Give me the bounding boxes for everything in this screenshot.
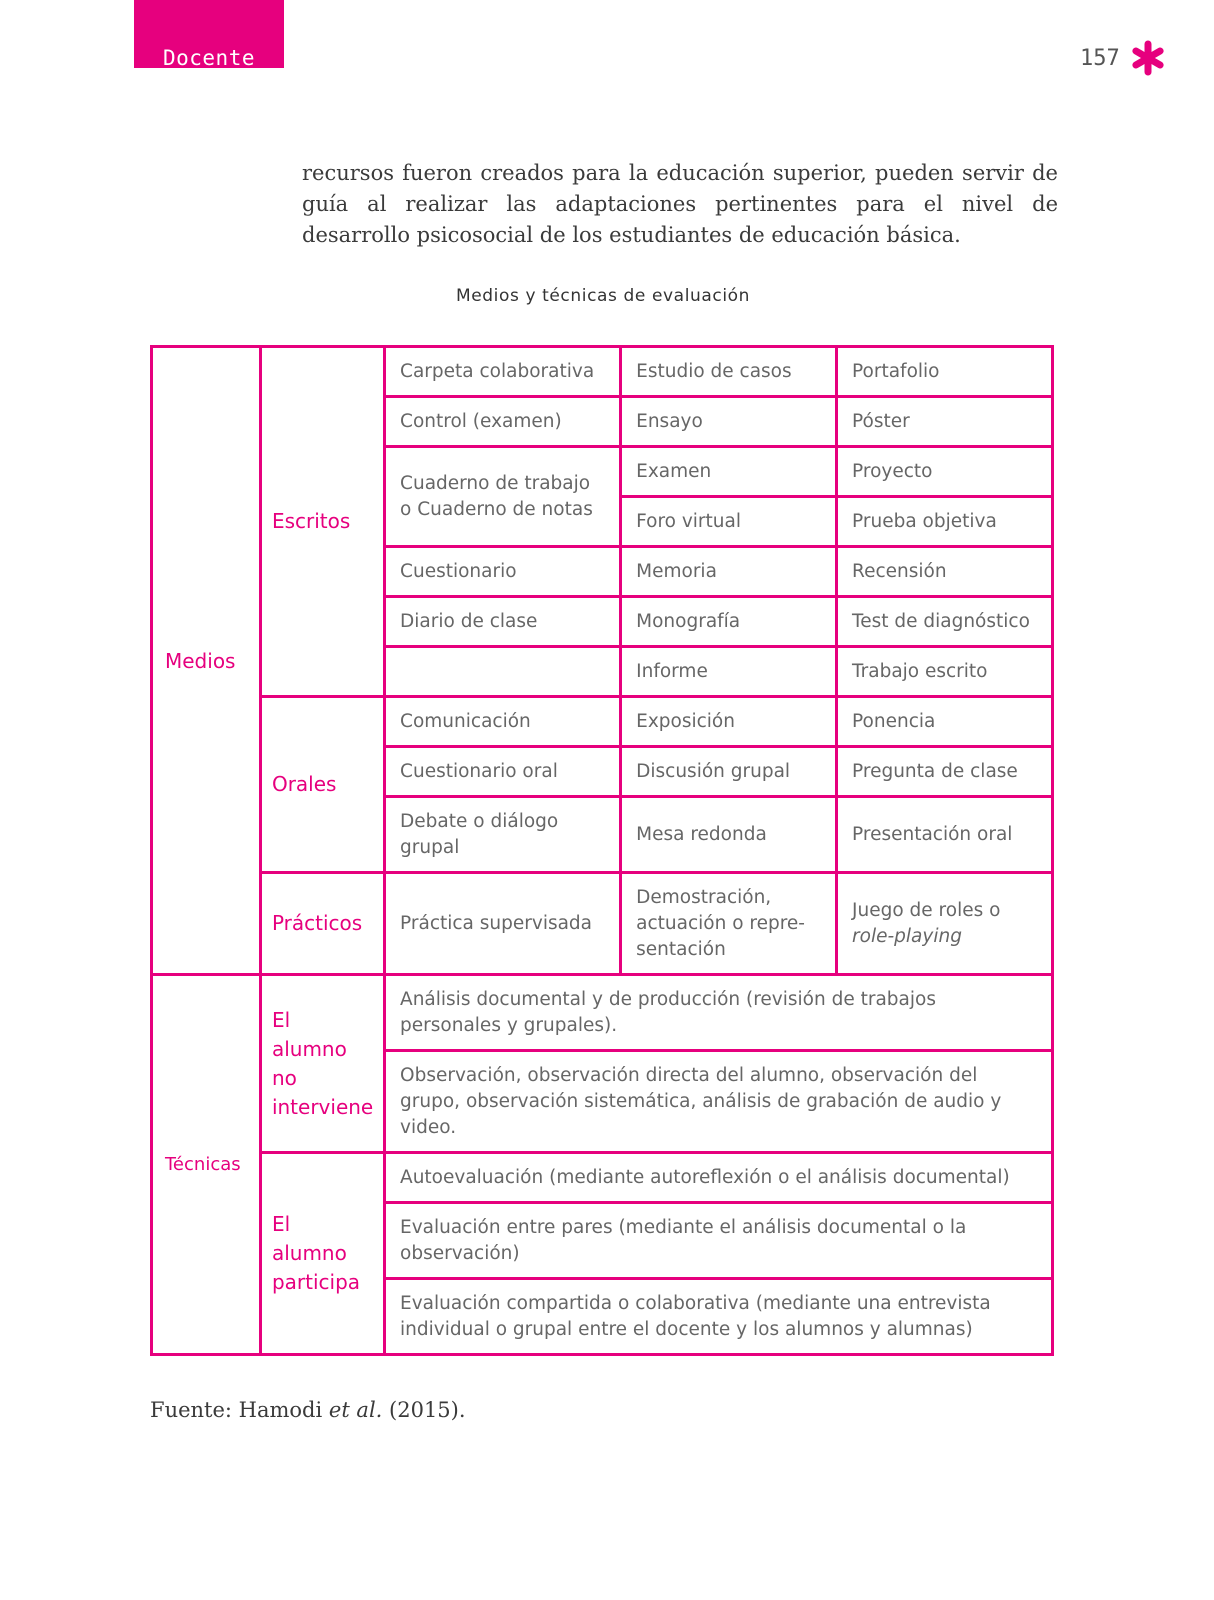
table-cell: Memoria: [621, 547, 837, 597]
table-cell: Informe: [621, 647, 837, 697]
table-cell: Monografía: [621, 597, 837, 647]
table-cell: Carpeta colaborativa: [385, 347, 621, 397]
asterisk-icon: [1130, 40, 1166, 76]
table-cell: Cuaderno de trabajo o Cuaderno de notas: [385, 447, 621, 547]
cell-text: Juego de roles o: [852, 899, 1001, 921]
category-tecnicas: Técnicas: [152, 975, 261, 1355]
table-cell: Presentación oral: [837, 797, 1053, 873]
table-row: [152, 347, 1053, 397]
table-cell: Test de diagnóstico: [837, 597, 1053, 647]
table-cell: Autoevaluación (mediante autoreflexión o el análisis documental): [385, 1153, 1053, 1203]
table-cell: Trabajo escrito: [837, 647, 1053, 697]
table-cell: Portafolio: [837, 347, 1053, 397]
table-row: [152, 697, 1053, 747]
table-cell: Demostración, actuación o repre-sentación: [621, 873, 837, 975]
table-row: [152, 975, 1053, 1051]
table-cell: Ensayo: [621, 397, 837, 447]
section-tab-label: Docente: [162, 46, 255, 70]
table-cell: Pregunta de clase: [837, 747, 1053, 797]
table-cell: Práctica supervisada: [385, 873, 621, 975]
table-cell: Recensión: [837, 547, 1053, 597]
table-cell: Discusión grupal: [621, 747, 837, 797]
table-cell: Examen: [621, 447, 837, 497]
source-citation: [150, 1398, 466, 1422]
table-cell: Foro virtual: [621, 497, 837, 547]
table-cell: Proyecto: [837, 447, 1053, 497]
table-cell: Estudio de casos: [621, 347, 837, 397]
table-cell: Análisis documental y de producción (revisión de trabajos personales y grupales).: [385, 975, 1053, 1051]
subcategory-practicos: Prácticos: [260, 873, 384, 975]
page-number: 157: [1080, 46, 1120, 71]
source-etal: et al.: [328, 1398, 383, 1422]
table-cell: Debate o diálogo grupal: [385, 797, 621, 873]
table-cell: Mesa redonda: [621, 797, 837, 873]
table-cell: Cuestionario: [385, 547, 621, 597]
category-medios: Medios: [152, 347, 261, 975]
section-tab: [134, 0, 284, 68]
body-paragraph: recursos fueron creados para la educación superior, pueden servir de guía al realizar las adaptaciones pertinentes para el nivel de desarrollo psicosocial de los estudiantes de educación básica.: [302, 161, 1058, 247]
table-cell: Diario de clase: [385, 597, 621, 647]
table-cell: Exposición: [621, 697, 837, 747]
table-cell: Comunicación: [385, 697, 621, 747]
table-cell: Control (examen): [385, 397, 621, 447]
table-row: [152, 1153, 1053, 1203]
table-cell: [837, 873, 1053, 975]
table-row: [152, 873, 1053, 975]
subcategory-participa: El alumno participa: [260, 1153, 384, 1355]
subcategory-escritos: Escritos: [260, 347, 384, 697]
table-cell: Evaluación entre pares (mediante el análisis documental o la observación): [385, 1203, 1053, 1279]
table-cell: [385, 647, 621, 697]
table-cell: Observación, observación directa del alumno, observación del grupo, observación sistemática, análisis de grabación de audio y video.: [385, 1051, 1053, 1153]
subcategory-orales: Orales: [260, 697, 384, 873]
table-cell: Cuestionario oral: [385, 747, 621, 797]
table-cell: Prueba objetiva: [837, 497, 1053, 547]
evaluation-table: [150, 345, 1054, 1356]
cell-text-italic: role-playing: [852, 925, 962, 947]
table-cell: Evaluación compartida o colaborativa (mediante una entrevista individual o grupal entre el docente y los alumnos y alumnas): [385, 1279, 1053, 1355]
subcategory-no-interviene: El alumno no interviene: [260, 975, 384, 1153]
source-suffix: (2015).: [382, 1398, 466, 1422]
table-cell: Ponencia: [837, 697, 1053, 747]
table-caption: Medios y técnicas de evaluación: [455, 286, 751, 306]
source-prefix: Fuente: Hamodi: [150, 1398, 329, 1422]
table-cell: Póster: [837, 397, 1053, 447]
